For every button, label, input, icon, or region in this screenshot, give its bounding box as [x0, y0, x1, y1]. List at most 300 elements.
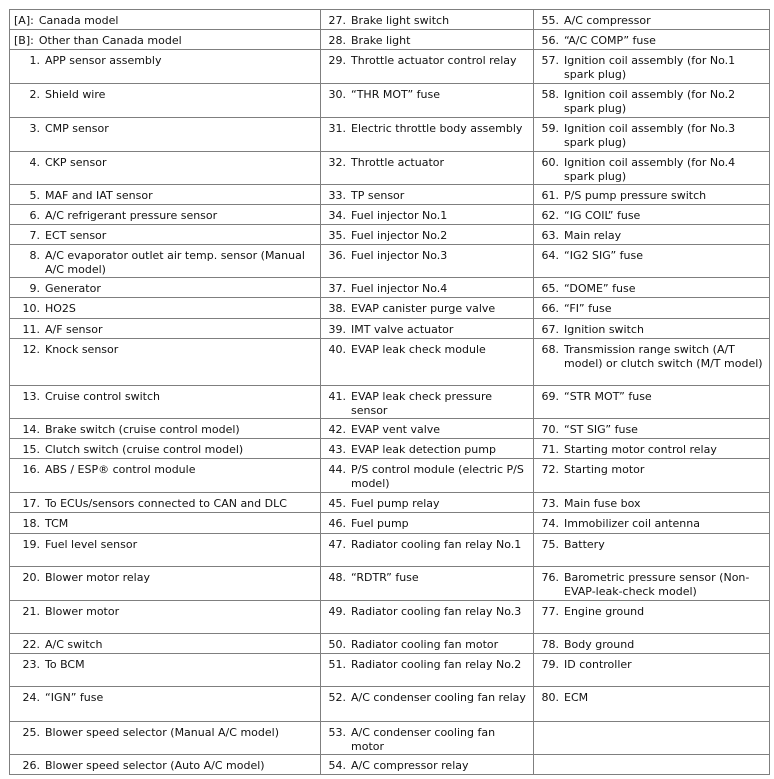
item-description: Knock sensor	[45, 342, 119, 356]
legend-cell	[10, 245, 321, 278]
item-number: 48.	[328, 570, 346, 584]
item-number: 73.	[541, 497, 559, 511]
item-number: 71.	[541, 443, 559, 457]
legend-entry	[538, 423, 765, 437]
item-description: A/C condenser cooling fan relay	[351, 691, 526, 705]
item-number: [B]:	[14, 34, 34, 48]
legend-entry	[538, 343, 765, 371]
legend-cell	[10, 385, 321, 418]
item-number: 29.	[328, 54, 346, 68]
legend-entry	[14, 302, 316, 316]
item-number: 56.	[541, 34, 559, 48]
legend-entry	[325, 343, 529, 357]
item-description: Radiator cooling fan relay No.3	[351, 604, 522, 618]
legend-cell	[534, 419, 770, 439]
legend-entry	[325, 538, 529, 552]
item-description: APP sensor assembly	[45, 54, 162, 68]
item-number: 4.	[29, 155, 40, 169]
item-number: 31.	[328, 121, 346, 135]
legend-entry	[14, 156, 316, 170]
legend-entry	[14, 229, 316, 243]
item-number: 25.	[22, 725, 40, 739]
legend-row	[10, 10, 770, 30]
legend-entry	[14, 759, 316, 773]
legend-entry	[325, 14, 529, 28]
item-description: “ST SIG” fuse	[564, 423, 638, 437]
legend-cell	[321, 151, 534, 184]
item-description: TP sensor	[351, 188, 405, 202]
item-number: 40.	[328, 342, 346, 356]
legend-entry	[14, 54, 316, 68]
item-number: 67.	[541, 322, 559, 336]
legend-cell	[534, 513, 770, 533]
legend-entry	[538, 189, 765, 203]
legend-row	[10, 225, 770, 245]
item-number: 64.	[541, 249, 559, 263]
legend-cell	[10, 151, 321, 184]
legend-cell	[321, 84, 534, 117]
item-description: Immobilizer coil antenna	[564, 517, 700, 531]
legend-entry	[538, 443, 765, 457]
legend-entry	[14, 209, 316, 223]
item-number: 34.	[328, 208, 346, 222]
item-description: Radiator cooling fan motor	[351, 638, 499, 652]
legend-cell	[321, 225, 534, 245]
legend-cell	[534, 278, 770, 298]
item-number: 79.	[541, 658, 559, 672]
item-number: 54.	[328, 758, 346, 772]
item-description: “IG2 SIG” fuse	[564, 249, 644, 263]
item-number: 45.	[328, 497, 346, 511]
legend-cell	[10, 184, 321, 204]
item-number: 69.	[541, 389, 559, 403]
legend-cell	[10, 204, 321, 224]
item-description: Blower motor relay	[45, 570, 150, 584]
legend-cell	[321, 687, 534, 721]
legend-entry	[325, 229, 529, 243]
legend-entry	[538, 156, 765, 184]
legend-entry	[325, 423, 529, 437]
item-number: 37.	[328, 282, 346, 296]
legend-cell	[534, 10, 770, 30]
item-number: 17.	[22, 497, 40, 511]
legend-row	[10, 513, 770, 533]
legend-row	[10, 600, 770, 633]
legend-entry	[325, 88, 529, 102]
item-description: “STR MOT” fuse	[564, 389, 652, 403]
legend-row	[10, 184, 770, 204]
legend-entry	[14, 323, 316, 337]
legend-entry	[538, 282, 765, 296]
legend-entry	[14, 497, 316, 511]
legend-entry	[325, 497, 529, 511]
item-description: EVAP canister purge valve	[351, 302, 496, 316]
item-number: 22.	[22, 638, 40, 652]
component-legend-table	[9, 9, 770, 775]
legend-cell	[10, 513, 321, 533]
item-description: HO2S	[45, 302, 76, 316]
item-number: 58.	[541, 88, 559, 102]
legend-cell	[321, 634, 534, 654]
item-number: 5.	[29, 188, 40, 202]
legend-row	[10, 634, 770, 654]
item-description: Brake switch (cruise control model)	[45, 423, 240, 437]
legend-row	[10, 84, 770, 117]
item-description: Ignition coil assembly (for No.2 spark plug)	[564, 88, 736, 116]
legend-entry	[325, 156, 529, 170]
item-number: 16.	[22, 463, 40, 477]
legend-cell	[321, 754, 534, 774]
item-description: EVAP leak check pressure sensor	[351, 389, 493, 417]
legend-cell	[321, 493, 534, 513]
legend-entry	[14, 189, 316, 203]
legend-cell	[10, 687, 321, 721]
legend-cell	[10, 721, 321, 754]
legend-entry	[325, 443, 529, 457]
item-description: Body ground	[564, 638, 635, 652]
legend-cell	[10, 654, 321, 687]
item-number: 49.	[328, 604, 346, 618]
item-description: P/S control module (electric P/S model)	[351, 463, 524, 491]
legend-cell	[321, 245, 534, 278]
item-description: A/C refrigerant pressure sensor	[45, 208, 218, 222]
item-number: 2.	[29, 88, 40, 102]
legend-entry	[325, 34, 529, 48]
item-description: Ignition switch	[564, 322, 644, 336]
item-description: A/C compressor	[564, 14, 651, 27]
item-number: 46.	[328, 517, 346, 531]
item-number: 13.	[22, 389, 40, 403]
item-number: 60.	[541, 155, 559, 169]
legend-row	[10, 338, 770, 385]
legend-entry	[325, 759, 529, 773]
item-number: [A]:	[14, 14, 34, 27]
item-number: 10.	[22, 302, 40, 316]
legend-entry	[538, 209, 765, 223]
legend-cell	[10, 459, 321, 493]
legend-entry	[14, 122, 316, 136]
legend-row	[10, 566, 770, 600]
item-description: Transmission range switch (A/T model) or clutch switch (M/T model)	[564, 342, 763, 370]
item-number: 12.	[22, 342, 40, 356]
legend-cell	[10, 493, 321, 513]
legend-cell	[534, 385, 770, 418]
legend-cell	[321, 721, 534, 754]
item-description: Starting motor	[564, 463, 645, 477]
item-description: “IGN” fuse	[45, 691, 104, 705]
legend-entry	[538, 302, 765, 316]
legend-entry	[14, 658, 316, 672]
item-number: 59.	[541, 121, 559, 135]
item-description: ABS / ESP® control module	[45, 463, 196, 477]
item-number: 32.	[328, 155, 346, 169]
item-number: 26.	[22, 758, 40, 772]
legend-cell	[534, 245, 770, 278]
item-description: Fuel injector No.4	[351, 282, 448, 296]
legend-entry	[538, 691, 765, 705]
item-description: Cruise control switch	[45, 389, 160, 403]
legend-cell	[10, 600, 321, 633]
legend-entry	[14, 571, 316, 585]
legend-cell	[534, 30, 770, 50]
item-description: Other than Canada model	[38, 34, 182, 48]
item-number: 27.	[328, 14, 346, 27]
legend-row	[10, 459, 770, 493]
legend-cell	[10, 50, 321, 84]
legend-cell	[10, 439, 321, 459]
legend-cell	[321, 439, 534, 459]
legend-cell	[10, 117, 321, 151]
item-number: 30.	[328, 88, 346, 102]
legend-cell	[534, 84, 770, 117]
legend-entry	[538, 54, 765, 82]
legend-entry	[325, 249, 529, 263]
item-description: Brake light switch	[351, 14, 450, 27]
legend-row	[10, 754, 770, 774]
legend-row	[10, 151, 770, 184]
legend-cell	[10, 634, 321, 654]
item-number: 70.	[541, 423, 559, 437]
item-description: “IG COIL” fuse	[564, 208, 641, 222]
legend-row	[10, 654, 770, 687]
legend-cell	[534, 204, 770, 224]
legend-row	[10, 687, 770, 721]
legend-entry	[14, 343, 316, 357]
item-description: Electric throttle body assembly	[351, 121, 523, 135]
item-number: 14.	[22, 423, 40, 437]
item-number: 35.	[328, 229, 346, 243]
legend-entry	[538, 497, 765, 511]
legend-entry	[325, 54, 529, 68]
legend-cell	[321, 117, 534, 151]
item-number: 11.	[22, 322, 40, 336]
legend-entry	[325, 571, 529, 585]
item-description: MAF and IAT sensor	[45, 188, 153, 202]
item-number: 33.	[328, 188, 346, 202]
item-description: Fuel level sensor	[45, 537, 138, 551]
item-number: 21.	[22, 604, 40, 618]
item-number: 72.	[541, 463, 559, 477]
legend-cell	[534, 318, 770, 338]
legend-entry	[14, 691, 316, 705]
legend-cell	[321, 184, 534, 204]
item-description: Fuel injector No.2	[351, 229, 448, 243]
item-number: 50.	[328, 638, 346, 652]
legend-entry	[14, 423, 316, 437]
item-description: Fuel injector No.3	[351, 249, 448, 263]
legend-entry	[325, 323, 529, 337]
item-description: To ECUs/sensors connected to CAN and DLC	[45, 497, 287, 511]
item-description: Brake light	[351, 34, 411, 48]
legend-row	[10, 298, 770, 318]
legend-row	[10, 245, 770, 278]
item-number: 80.	[541, 691, 559, 705]
item-description: Fuel pump	[351, 517, 409, 531]
legend-cell	[534, 439, 770, 459]
item-number: 24.	[22, 691, 40, 705]
item-description: Throttle actuator control relay	[351, 54, 517, 68]
legend-row	[10, 50, 770, 84]
legend-cell	[321, 419, 534, 439]
legend-cell	[534, 754, 770, 774]
legend-entry	[538, 463, 765, 477]
legend-cell	[321, 50, 534, 84]
legend-entry	[538, 638, 765, 652]
legend-entry	[325, 209, 529, 223]
legend-entry	[538, 249, 765, 263]
legend-cell	[321, 533, 534, 566]
legend-entry	[538, 34, 765, 48]
item-description: Throttle actuator	[351, 155, 445, 169]
item-description: EVAP vent valve	[351, 423, 441, 437]
item-number: 8.	[29, 249, 40, 263]
item-description: Ignition coil assembly (for No.1 spark plug)	[564, 54, 736, 82]
item-description: Ignition coil assembly (for No.3 spark plug)	[564, 121, 736, 149]
item-description: ECM	[564, 691, 589, 705]
legend-entry	[538, 658, 765, 672]
legend-cell	[534, 459, 770, 493]
legend-row	[10, 493, 770, 513]
item-description: Fuel injector No.1	[351, 208, 448, 222]
item-number: 51.	[328, 658, 346, 672]
legend-entry	[14, 443, 316, 457]
legend-entry	[14, 538, 316, 552]
legend-entry	[325, 517, 529, 531]
legend-row	[10, 278, 770, 298]
legend-cell	[10, 533, 321, 566]
legend-cell	[321, 298, 534, 318]
item-description: Radiator cooling fan relay No.2	[351, 658, 522, 672]
legend-cell	[321, 30, 534, 50]
item-number: 23.	[22, 658, 40, 672]
legend-entry	[14, 517, 316, 531]
legend-cell	[321, 459, 534, 493]
item-description: Blower speed selector (Auto A/C model)	[45, 758, 265, 772]
item-number: 52.	[328, 691, 346, 705]
item-number: 41.	[328, 389, 346, 403]
item-description: Barometric pressure sensor (Non-EVAP-leak-check model)	[564, 570, 750, 598]
item-description: A/C compressor relay	[351, 758, 469, 772]
item-number: 62.	[541, 208, 559, 222]
item-description: “DOME” fuse	[564, 282, 636, 296]
legend-cell	[534, 654, 770, 687]
legend-cell	[321, 338, 534, 385]
legend-cell	[10, 419, 321, 439]
item-description: A/C evaporator outlet air temp. sensor (Manual A/C model)	[45, 249, 305, 277]
legend-entry	[538, 122, 765, 150]
legend-cell	[321, 385, 534, 418]
legend-cell	[534, 338, 770, 385]
item-number: 1.	[29, 54, 40, 68]
item-description: A/C switch	[45, 638, 103, 652]
legend-cell	[534, 50, 770, 84]
legend-entry	[14, 88, 316, 102]
legend-entry	[538, 571, 765, 599]
item-description: EVAP leak check module	[351, 342, 486, 356]
legend-cell	[10, 10, 321, 30]
item-number: 78.	[541, 638, 559, 652]
legend-entry	[325, 638, 529, 652]
legend-entry	[14, 605, 316, 619]
legend-cell	[10, 278, 321, 298]
legend-entry	[538, 229, 765, 243]
legend-entry	[538, 88, 765, 116]
item-number: 7.	[29, 229, 40, 243]
item-description: EVAP leak detection pump	[351, 443, 496, 457]
legend-cell	[534, 225, 770, 245]
legend-entry	[325, 605, 529, 619]
legend-entry	[538, 14, 765, 28]
legend-entry	[14, 14, 316, 28]
legend-entry	[14, 638, 316, 652]
legend-entry	[14, 390, 316, 404]
legend-row	[10, 385, 770, 418]
item-number: 55.	[541, 14, 559, 27]
item-number: 9.	[29, 282, 40, 296]
legend-entry	[538, 517, 765, 531]
item-description: Main relay	[564, 229, 622, 243]
item-number: 44.	[328, 463, 346, 477]
legend-cell	[321, 278, 534, 298]
item-description: P/S pump pressure switch	[564, 188, 707, 202]
item-description: “RDTR” fuse	[351, 570, 419, 584]
legend-entry	[325, 463, 529, 491]
item-number: 42.	[328, 423, 346, 437]
legend-row	[10, 318, 770, 338]
item-number: 75.	[541, 537, 559, 551]
item-description: Engine ground	[564, 604, 645, 618]
legend-entry	[325, 691, 529, 705]
legend-entry	[325, 726, 529, 754]
legend-cell	[321, 513, 534, 533]
legend-entry	[14, 34, 316, 48]
legend-cell	[534, 566, 770, 600]
legend-cell	[10, 338, 321, 385]
item-number: 36.	[328, 249, 346, 263]
item-description: Generator	[45, 282, 101, 296]
legend-cell	[10, 84, 321, 117]
item-description: Main fuse box	[564, 497, 641, 511]
legend-entry	[325, 189, 529, 203]
legend-entry	[325, 122, 529, 136]
legend-entry	[14, 463, 316, 477]
item-number: 77.	[541, 604, 559, 618]
legend-row	[10, 533, 770, 566]
legend-cell	[534, 687, 770, 721]
item-description: Shield wire	[45, 88, 106, 102]
item-description: Starting motor control relay	[564, 443, 717, 457]
item-description: A/F sensor	[45, 322, 103, 336]
legend-cell	[10, 225, 321, 245]
legend-cell	[534, 151, 770, 184]
item-description: TCM	[45, 517, 69, 531]
legend-cell	[10, 754, 321, 774]
item-description: IMT valve actuator	[351, 322, 454, 336]
item-number: 47.	[328, 537, 346, 551]
item-number: 76.	[541, 570, 559, 584]
item-number: 61.	[541, 188, 559, 202]
item-description: ID controller	[564, 658, 632, 672]
item-description: “THR MOT” fuse	[351, 88, 440, 102]
item-description: Battery	[564, 537, 605, 551]
legend-entry	[14, 249, 316, 277]
item-number: 6.	[29, 208, 40, 222]
item-description: “A/C COMP” fuse	[564, 34, 656, 48]
legend-entry	[14, 726, 316, 740]
legend-entry	[325, 390, 529, 418]
legend-cell	[10, 566, 321, 600]
legend-entry	[325, 658, 529, 672]
